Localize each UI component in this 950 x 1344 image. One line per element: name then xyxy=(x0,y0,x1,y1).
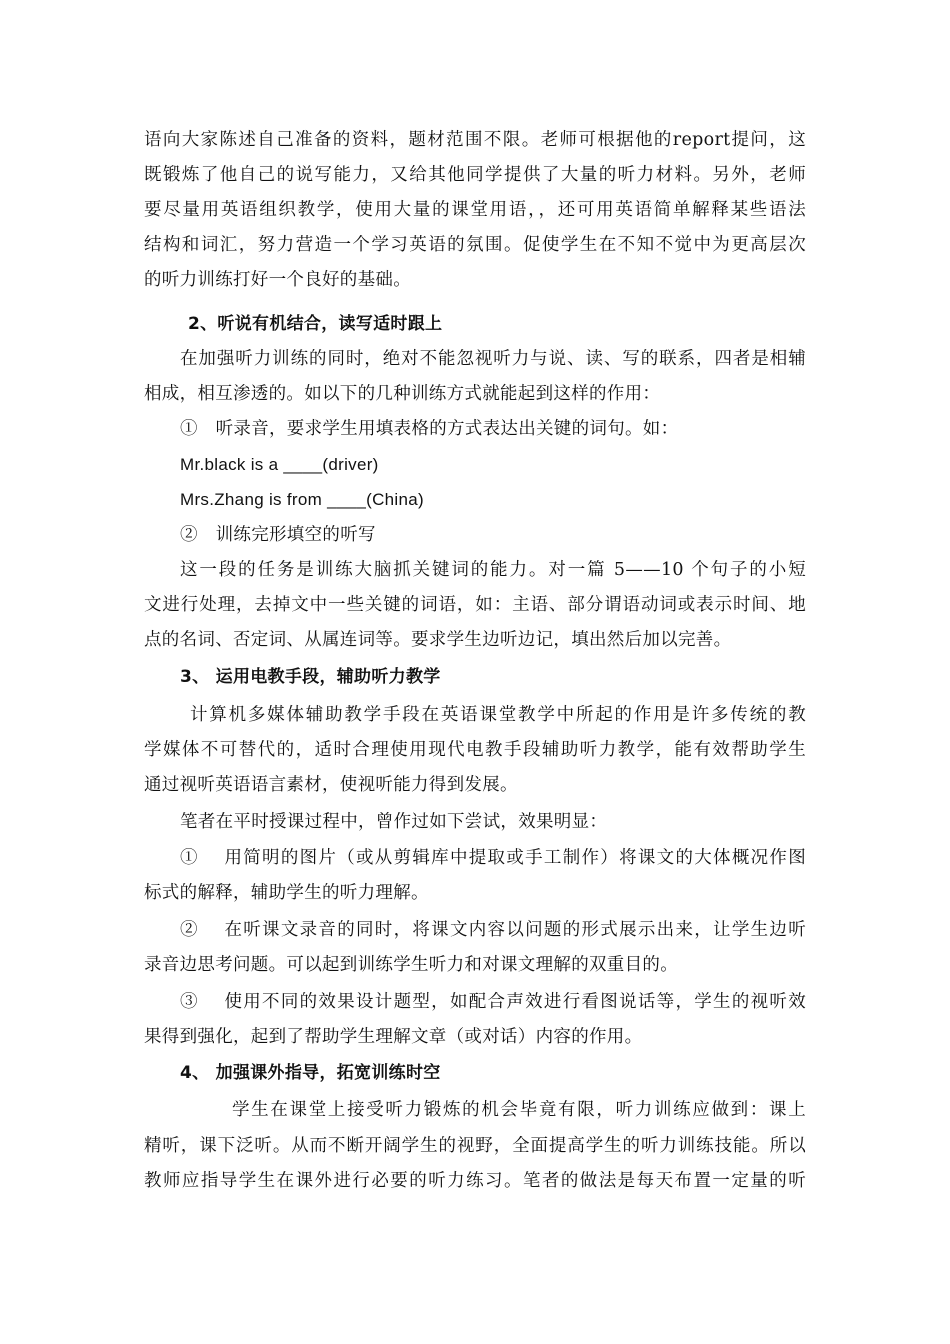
paragraph-line: 既锻炼了他自己的说写能力，又给其他同学提供了大量的听力材料。另外，老师 xyxy=(144,165,806,185)
list-item: ③ 使用不同的效果设计题型，如配合声效进行看图说话等，学生的视听效 xyxy=(180,992,806,1012)
example-line: Mr.black is a ____(driver) xyxy=(180,455,379,474)
example-line: Mrs.Zhang is from ____(China) xyxy=(180,490,424,509)
paragraph-line: 学媒体不可替代的，适时合理使用现代电教手段辅助听力教学，能有效帮助学生 xyxy=(144,740,806,760)
paragraph-line: 相成，相互渗透的。如以下的几种训练方式就能起到这样的作用： xyxy=(144,384,661,404)
paragraph-line: 笔者在平时授课过程中，曾作过如下尝试，效果明显： xyxy=(180,812,608,832)
list-item-continuation: 标式的解释，辅助学生的听力理解。 xyxy=(144,883,429,903)
list-item: ② 训练完形填空的听写 xyxy=(180,525,376,545)
paragraph-line: 要尽量用英语组织教学，使用大量的课堂用语，，还可用英语简单解释某些语法 xyxy=(144,200,806,220)
section-heading: 2、听说有机结合，读写适时跟上 xyxy=(188,314,443,334)
paragraph-line: 语向大家陈述自己准备的资料，题材范围不限。老师可根据他的report提问，这 xyxy=(144,130,806,150)
list-item: ① 用简明的图片（或从剪辑库中提取或手工制作）将课文的大体概况作图 xyxy=(180,848,806,868)
paragraph-line: 计算机多媒体辅助教学手段在英语课堂教学中所起的作用是许多传统的教 xyxy=(190,705,806,725)
paragraph-line: 这一段的任务是训练大脑抓关键词的能力。对一篇 5——10 个句子的小短 xyxy=(180,560,806,580)
paragraph-line: 学生在课堂上接受听力锻炼的机会毕竟有限，听力训练应做到：课上 xyxy=(232,1100,806,1120)
list-item: ① 听录音，要求学生用填表格的方式表达出关键的词句。如： xyxy=(180,419,679,439)
paragraph-line: 教师应指导学生在课外进行必要的听力练习。笔者的做法是每天布置一定量的听 xyxy=(144,1171,806,1191)
paragraph-line: 点的名词、否定词、从属连词等。要求学生边听边记，填出然后加以完善。 xyxy=(144,630,732,650)
paragraph-line: 精听，课下泛听。从而不断开阔学生的视野，全面提高学生的听力训练技能。所以 xyxy=(144,1136,806,1156)
list-item-continuation: 果得到强化，起到了帮助学生理解文章（或对话）内容的作用。 xyxy=(144,1027,643,1047)
paragraph-line: 结构和词汇，努力营造一个学习英语的氛围。促使学生在不知不觉中为更高层次 xyxy=(144,235,806,255)
section-heading: 4、 加强课外指导，拓宽训练时空 xyxy=(180,1063,441,1083)
list-item: ② 在听课文录音的同时，将课文内容以问题的形式展示出来，让学生边听 xyxy=(180,920,806,940)
paragraph-line: 文进行处理，去掉文中一些关键的词语，如：主语、部分谓语动词或表示时间、地 xyxy=(144,595,806,615)
section-heading: 3、 运用电教手段，辅助听力教学 xyxy=(180,667,441,687)
list-item-continuation: 录音边思考问题。可以起到训练学生听力和对课文理解的双重目的。 xyxy=(144,955,678,975)
paragraph-line: 的听力训练打好一个良好的基础。 xyxy=(144,270,411,290)
paragraph-line: 通过视听英语语言素材，使视听能力得到发展。 xyxy=(144,775,518,795)
paragraph-line: 在加强听力训练的同时，绝对不能忽视听力与说、读、写的联系，四者是相辅 xyxy=(180,349,806,369)
